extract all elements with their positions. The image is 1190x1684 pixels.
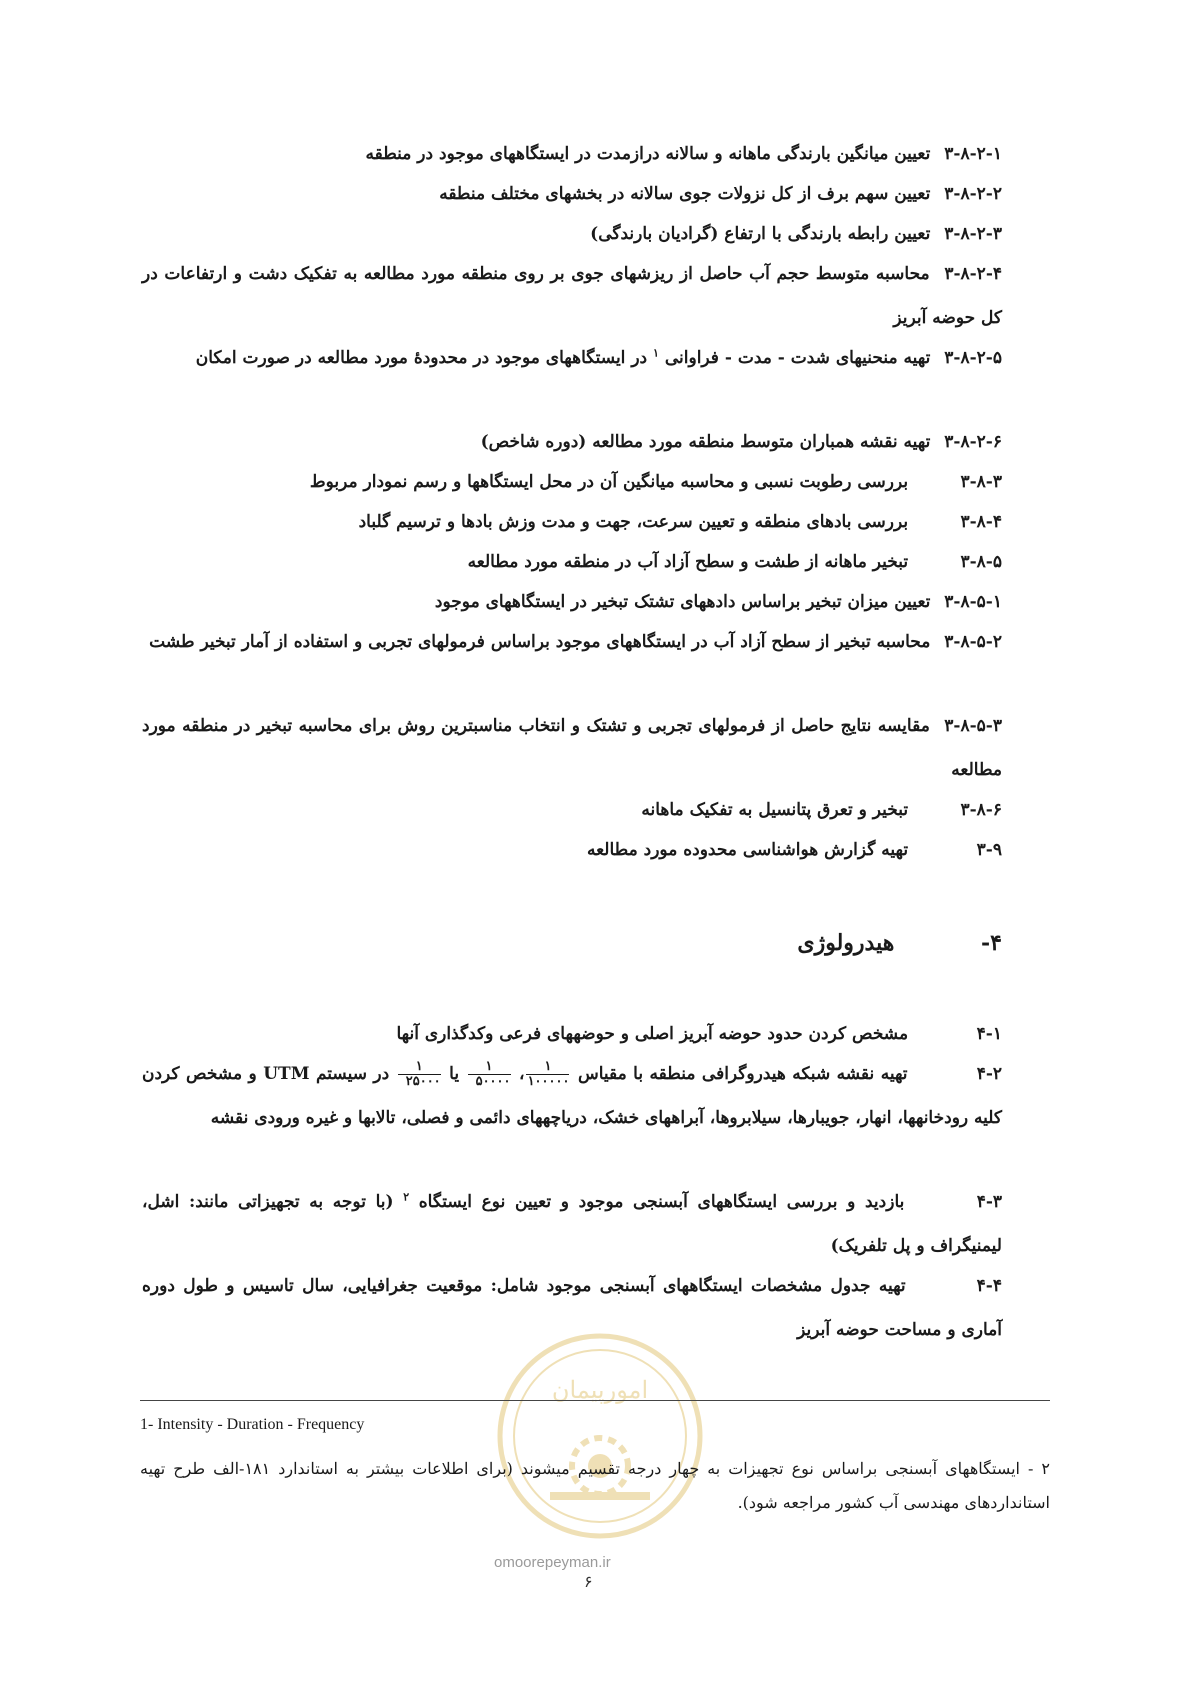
watermark-logo [480, 1316, 720, 1556]
item-number: ۳-۸-۵-۲ [944, 632, 1002, 652]
item-number: ۳-۸-۲-۴ [944, 264, 1003, 284]
item-number: ۳-۸-۲-۱ [944, 144, 1002, 164]
list-item [142, 540, 1002, 584]
page-number: ۶ [584, 1572, 593, 1591]
item-number: ۳-۸-۳ [960, 472, 1002, 492]
item-number: ۳-۸-۲-۵ [944, 348, 1002, 368]
list-item [142, 172, 1002, 216]
watermark-text: omoorepeyman.ir [494, 1554, 611, 1571]
section-title: هیدرولوژی [797, 930, 895, 956]
item-number: ۳-۸-۴ [960, 512, 1002, 532]
item-text: محاسبه متوسط حجم آب حاصل از ریزشهای جوی بر روی منطقه مورد مطالعه به تفکیک دشت و ارتفاعات در کل حوضه آبریز [142, 264, 1002, 328]
item-number: ۴-۳ [976, 1192, 1003, 1212]
item-number: ۳-۸-۲-۶ [944, 432, 1002, 452]
item-text: بررسی بادهای منطقه و تعیین سرعت، جهت و مدت وزش بادها و ترسیم گلباد [358, 512, 909, 532]
item-number: ۳-۸-۵-۳ [944, 716, 1002, 736]
item-text: تهیه منحنیهای شدت - مدت - فراوانی [664, 348, 931, 368]
item-text: مقایسه نتایج حاصل از فرمولهای تجربی و تشتک و انتخاب مناسبترین روش برای محاسبه تبخیر در منطقه مورد مطالعه [142, 716, 1002, 780]
item-text: بازدید و بررسی ایستگاههای آبسنجی موجود و تعیین نوع ایستگاه [418, 1192, 905, 1212]
list-item [142, 460, 1002, 504]
item-text: تعیین میانگین بارندگی ماهانه و سالانه درازمدت در ایستگاههای موجود در منطقه [365, 144, 931, 164]
scale-fraction: $\frac{۱}{۱۰۰۰۰۰}$ [527, 1059, 570, 1089]
scale-fraction: $\frac{۱}{۵۰۰۰۰}$ [468, 1060, 511, 1089]
footnote-1: 1- Intensity - Duration - Frequency [140, 1416, 365, 1433]
item-text: تهیه جدول مشخصات ایستگاههای آبسنجی موجود شامل: موقعیت جغرافیایی، سال تاسیس و طول دوره آماری و مساحت حوضه آبریز [142, 1276, 1002, 1340]
item-number: ۳-۸-۶ [960, 800, 1002, 820]
item-number: ۳-۸-۲-۲ [944, 184, 1002, 204]
list-item [142, 500, 1002, 544]
item-number: ۴-۱ [976, 1024, 1002, 1044]
footnote-2: ۲ - ایستگاههای آبسنجی براساس نوع تجهیزات به چهار درجه تقسیم میشوند (برای اطلاعات بیشتر به استاندارد ۱۸۱-الف طرح تهیه استانداردهای مهندسی آب کشور مراجعه شود). [140, 1459, 1051, 1512]
list-item [142, 252, 1002, 340]
list-item [142, 1180, 1002, 1268]
footnote-marker: ۱ [653, 346, 659, 360]
item-text: تبخیر و تعرق پتانسیل به تفکیک ماهانه [641, 800, 909, 820]
list-item [142, 704, 1002, 792]
list-item [142, 212, 1002, 256]
item-number: ۳-۸-۵-۱ [944, 592, 1002, 612]
svg-text:امورپیمان: امورپیمان [551, 1376, 649, 1404]
item-text: تعیین میزان تبخیر براساس دادههای تشتک تبخیر در ایستگاههای موجود [434, 592, 931, 612]
item-text-continued: در سیستم UTM و مشخص کردن کلیه رودخانهها، انهار، جویبارها، سیلابروها، آبراههای خشک، دریاچههای دائمی و فصلی، تالابها و غیره ورودی نقشه [142, 1064, 1002, 1128]
item-text: تهیه گزارش هواشناسی محدوده مورد مطالعه [586, 840, 909, 860]
list-item [142, 788, 1002, 832]
section-number: ۴- [981, 930, 1002, 956]
item-text: مشخص کردن حدود حوضه آبریز اصلی و حوضههای فرعی وکدگذاری آنها [396, 1024, 909, 1044]
fraction-separator: یا [442, 1064, 466, 1084]
list-item [142, 1052, 1002, 1140]
item-text: تعیین رابطه بارندگی با ارتفاع (گرادیان بارندگی) [590, 224, 931, 244]
footnote-marker: ۲ [403, 1190, 410, 1204]
item-text: تعیین سهم برف از کل نزولات جوی سالانه در بخشهای مختلف منطقه [439, 184, 931, 204]
list-item [142, 828, 1002, 872]
item-text: تهیه نقشه همباران متوسط منطقه مورد مطالعه (دوره شاخص) [480, 432, 931, 452]
item-text: تبخیر ماهانه از طشت و سطح آزاد آب در منطقه مورد مطالعه [467, 552, 909, 572]
list-item [142, 420, 1002, 464]
footnote-divider [140, 1400, 1050, 1401]
item-text: محاسبه تبخیر از سطح آزاد آب در ایستگاههای موجود براساس فرمولهای تجربی و استفاده از آمار تبخیر طشت [149, 632, 931, 652]
item-text: بررسی رطوبت نسبی و محاسبه میانگین آن در محل ایستگاهها و رسم نمودار مربوط [309, 472, 909, 492]
item-text: تهیه نقشه شبکه هیدروگرافی منطقه با مقیاس [577, 1064, 908, 1084]
item-number: ۳-۸-۵ [960, 552, 1002, 572]
list-item [142, 336, 1002, 380]
fraction-separator: ، [512, 1064, 525, 1084]
item-text-continued: در ایستگاههای موجود در محدودهٔ مورد مطالعه در صورت امکان [195, 348, 648, 368]
scale-fraction: $\frac{۱}{۲۵۰۰۰}$ [398, 1060, 441, 1089]
item-number: ۳-۸-۲-۳ [944, 224, 1002, 244]
list-item [142, 580, 1002, 624]
section-heading [797, 930, 1002, 956]
item-number: ۴-۴ [976, 1276, 1002, 1296]
item-text-continued: (با توجه به تجهیزاتی مانند: اشل، لیمنیگراف و پل تلفریک) [142, 1192, 1002, 1256]
list-item [142, 620, 1002, 664]
item-number: ۴-۲ [976, 1064, 1003, 1084]
item-number: ۳-۹ [976, 840, 1002, 860]
list-item [142, 1012, 1002, 1056]
list-item [142, 132, 1002, 176]
